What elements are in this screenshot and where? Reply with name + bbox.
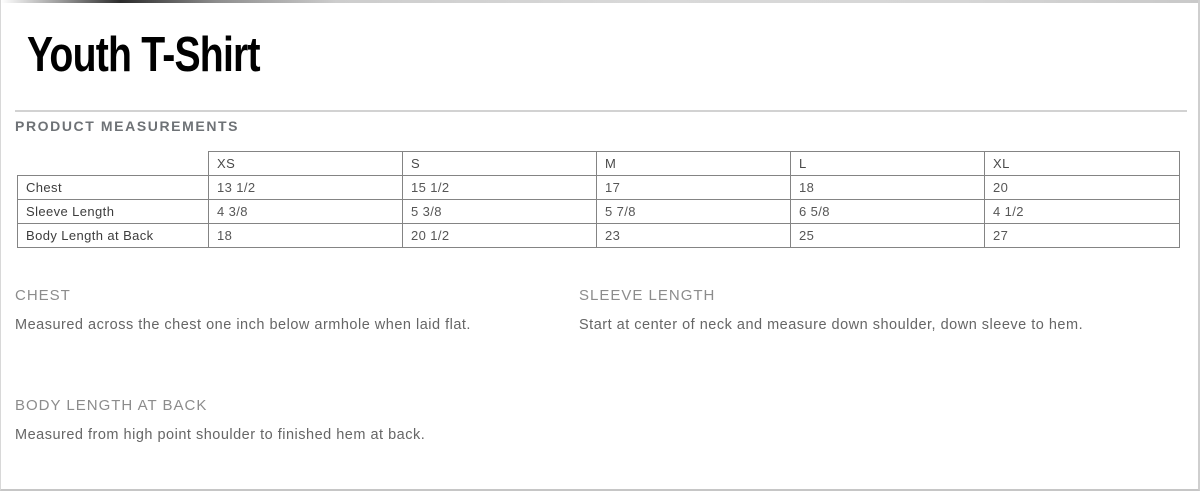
product-measurements-heading: PRODUCT MEASUREMENTS <box>15 118 240 134</box>
size-header-row <box>18 152 1180 176</box>
size-column-header-xs: XS <box>209 152 403 176</box>
table-row-body-length-at-back <box>18 224 1180 248</box>
size-column-header-s: S <box>403 152 597 176</box>
top-accent-bar <box>1 0 1198 3</box>
definition-sleeve-length <box>579 287 1114 339</box>
size-column-header-l: L <box>791 152 985 176</box>
measurement-row-label: Sleeve Length <box>18 200 209 224</box>
measurement-row-label: Chest <box>18 176 209 200</box>
measurement-value-cell: 5 7/8 <box>597 200 791 224</box>
definition-text: Measured from high point shoulder to finished hem at back. <box>15 427 426 443</box>
measurement-value-cell: 27 <box>985 224 1180 248</box>
size-column-header-xl: XL <box>985 152 1180 176</box>
definition-body-length-at-back <box>15 397 595 449</box>
measurement-value-cell: 4 3/8 <box>209 200 403 224</box>
definition-heading: BODY LENGTH AT BACK <box>15 397 208 414</box>
page-title: Youth T-Shirt <box>27 28 260 82</box>
measurement-value-cell: 6 5/8 <box>791 200 985 224</box>
table-row-chest <box>18 176 1180 200</box>
measurement-value-cell: 5 3/8 <box>403 200 597 224</box>
definition-text: Start at center of neck and measure down shoulder, down sleeve to hem. <box>579 317 1084 333</box>
measurement-value-cell: 17 <box>597 176 791 200</box>
definition-text: Measured across the chest one inch below armhole when laid flat. <box>15 317 471 333</box>
measurement-value-cell: 23 <box>597 224 791 248</box>
definition-heading: CHEST <box>15 287 71 304</box>
measurement-value-cell: 20 1/2 <box>403 224 597 248</box>
definition-heading: SLEEVE LENGTH <box>579 287 716 304</box>
measurement-row-label: Body Length at Back <box>18 224 209 248</box>
measurement-value-cell: 4 1/2 <box>985 200 1180 224</box>
definition-chest <box>15 287 560 339</box>
measurement-value-cell: 13 1/2 <box>209 176 403 200</box>
size-chart-table <box>17 151 1180 248</box>
section-divider <box>15 110 1187 112</box>
measurement-value-cell: 15 1/2 <box>403 176 597 200</box>
corner-cell <box>18 152 209 176</box>
measurement-value-cell: 20 <box>985 176 1180 200</box>
measurement-value-cell: 25 <box>791 224 985 248</box>
measurement-value-cell: 18 <box>209 224 403 248</box>
table-row-sleeve-length <box>18 200 1180 224</box>
size-column-header-m: M <box>597 152 791 176</box>
measurement-value-cell: 18 <box>791 176 985 200</box>
